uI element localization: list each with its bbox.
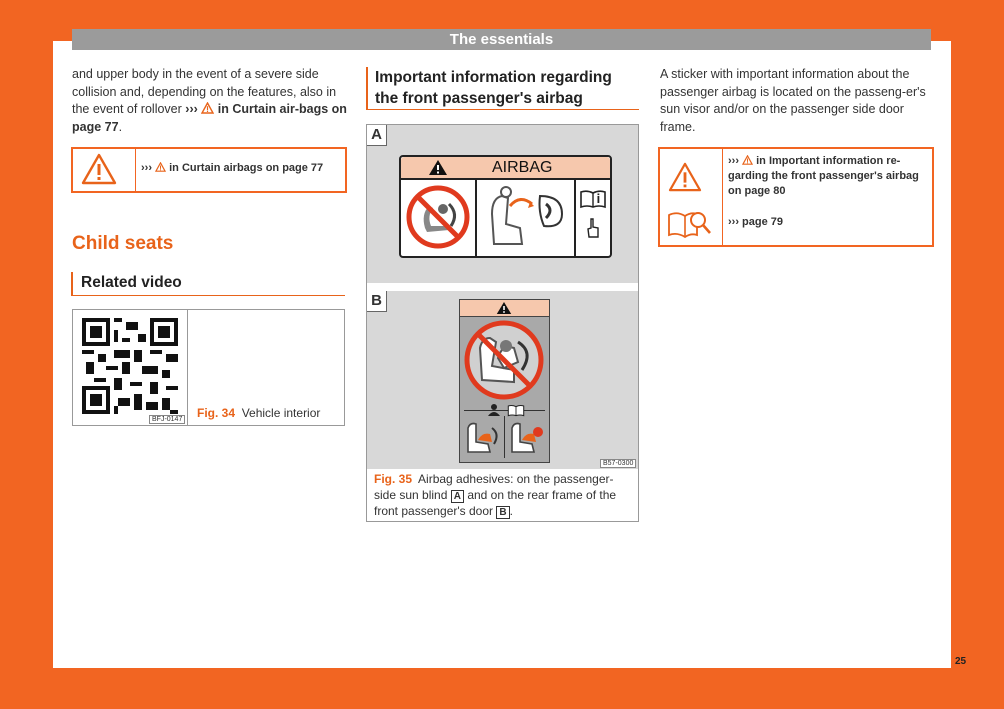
airbag-person-icon [486,403,502,417]
book-magnifier-icon [667,209,713,239]
airbag-sticker-header [401,157,610,180]
airbag-sticker [399,155,612,258]
sticker-paragraph: A sticker with important information about the passenger airbag is located on the passeng-er's sun visor and/or on the passenger side door frame. [660,67,926,134]
no-rear-facing-child-seat-icon [405,184,471,250]
subsection-title-related-video: Related video [71,272,345,296]
intro-text: and upper body in the event of a severe side collision and, depending on the features, also in the event of rollover [72,67,337,116]
info-box-link-1[interactable]: in Important information re-garding the front passenger's airbag on page 80 [728,155,919,197]
door-frame-sticker [459,299,550,463]
info-icon-cell [660,149,723,245]
airbag-sticker-title: AIRBAG [492,159,553,176]
child-seat-allowed-icon [464,420,502,454]
figure-35-caption: Fig. 35 Airbag adhesives: on the passenger-side sun blind A and on the rear frame of the front passenger's door B . [374,472,617,518]
panel-b-letter: B [367,291,387,312]
warning-box [71,147,347,193]
warning-triangle-icon [496,301,512,315]
figure-ref-a: A [451,490,464,503]
figure-35-panel-a [367,125,638,283]
figure-34-caption-text: Vehicle interior [241,406,321,420]
figure-ref-b: B [496,506,509,519]
warning-triangle-icon [428,159,448,176]
figure-35-label: Fig. 35 [374,472,413,486]
warning-triangle-small-icon [742,155,753,165]
warning-box-link[interactable]: in Curtain airbags on page 77 [169,162,324,174]
figure-35-code: B57-0300 [600,459,636,468]
qr-code-icon[interactable] [82,318,178,414]
child-seat-airbag-icon [508,420,546,454]
section-heading-passenger-airbag: Important information regarding the front passenger's airbag [366,67,639,110]
warning-triangle-icon [668,162,702,192]
qr-code-frame[interactable] [73,310,188,425]
figure-35-panel-b [367,291,638,469]
manual-book-icon [579,189,607,209]
intro-ref-prefix: ››› [185,102,198,116]
info-box-ref1: ››› in Important information re-garding the front passenger's airbag on page 80 [728,155,919,197]
page-number: 25 [955,656,967,667]
warning-triangle-icon [201,102,214,114]
section-title-child-seats: Child seats [72,233,174,254]
figure-35-box [366,124,639,522]
panel-a-letter: A [367,125,387,146]
door-sticker-header [460,300,549,317]
figure-34-caption [197,406,320,420]
header-title: The essentials [72,29,931,50]
warning-triangle-small-icon [155,162,166,172]
figure-34-label: Fig. 34 [197,406,236,420]
info-box [658,147,934,247]
warning-icon-cell [73,149,136,191]
info-box-link-2[interactable]: ››› page 79 [728,216,784,228]
intro-paragraph: and upper body in the event of a severe side collision and, depending on the features, also in the event of rollover ››› in Curtain air-bags on page 77. [72,67,347,134]
figure-34-code: BFJ-0147 [149,415,185,424]
manual-book-icon [507,404,525,417]
warning-box-text: ››› in Curtain airbags on page 77 [141,162,324,174]
warning-triangle-icon [81,153,117,185]
hand-pointer-icon [585,217,601,239]
intro-ref-link[interactable]: in Curtain air-bags on page 77 [72,102,347,134]
no-rear-facing-child-seat-icon [462,318,546,402]
figure-34-box [72,309,345,426]
airbag-deploy-seat-icon [480,184,572,250]
